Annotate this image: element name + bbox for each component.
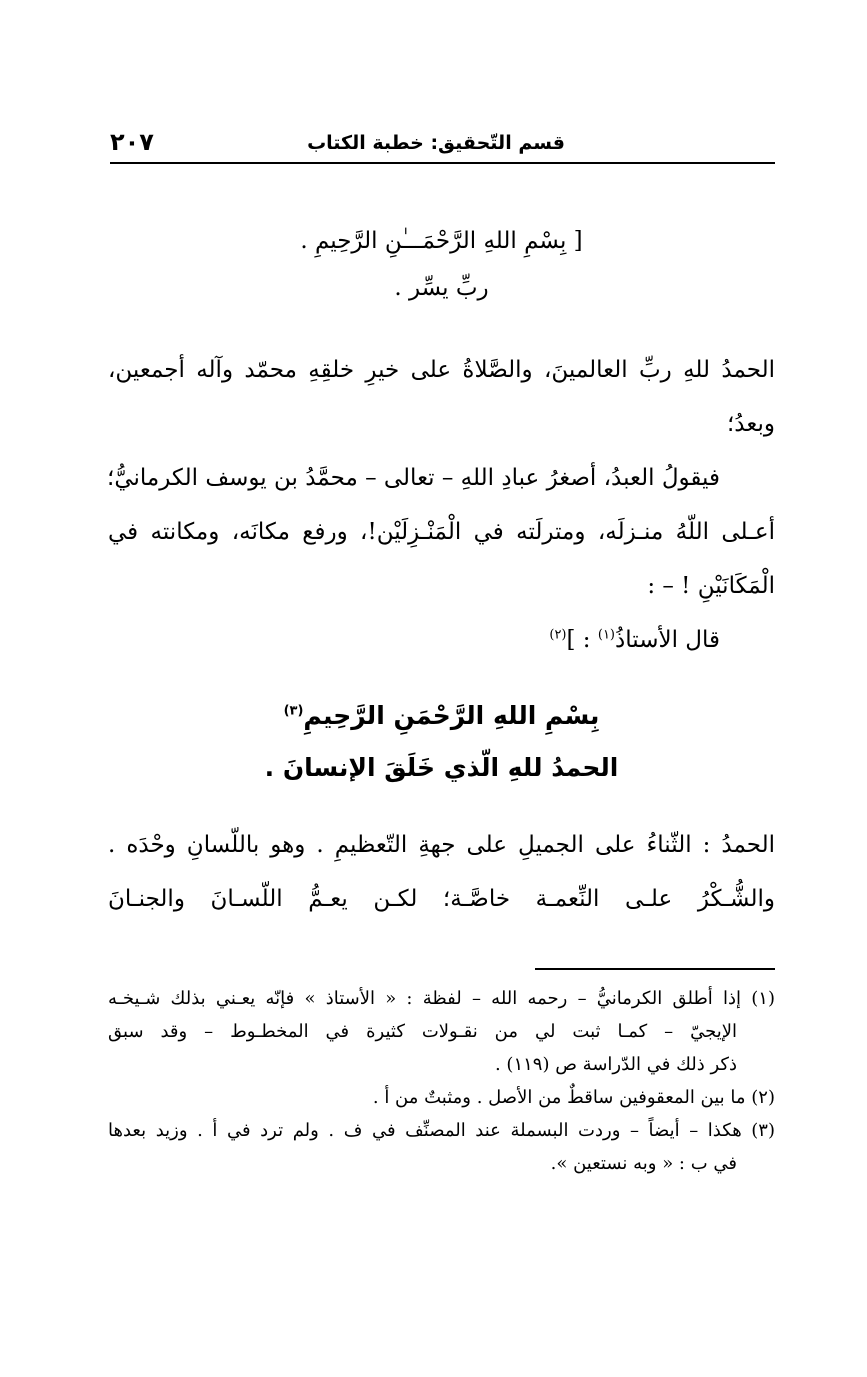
opening-block <box>108 214 775 308</box>
commentary-paragraph <box>108 818 775 926</box>
footnote-ref-1: (١) <box>597 627 615 643</box>
main-basmala-line <box>108 690 775 742</box>
footnote-separator <box>535 968 775 970</box>
intro-line: فيقولُ العبدُ، أصغرُ عبادِ اللهِ – تعالى – محمَّدُ بن يوسف الكرمانيُّ؛ <box>107 465 720 491</box>
page-number: ٢٠٧ <box>110 128 154 156</box>
footnote-line: الإيجيّ – كمـا ثبت لي من نقـولات كثيرة في المخطـوط – وقد سبق <box>108 1021 737 1042</box>
intro-attribution <box>108 613 775 667</box>
opening-basmala: [ بِسْمِ اللهِ الرَّحْمَـــٰنِ الرَّحِيمِ . <box>300 228 583 254</box>
footnote-line: (٢) ما بين المعقوفين ساقطٌ من الأصل . ومثبتٌ من أ . <box>372 1087 775 1108</box>
footnote-line: في ب : « وبه نستعين ». <box>550 1153 737 1174</box>
intro-line: أعـلى اللّهُ منـزلَه، ومترلَته في الْمَنْـزِلَيْن!، ورفع مكانَه، ومكانته في <box>108 519 775 545</box>
intro-line: وبعدُ؛ <box>727 411 775 437</box>
footnotes <box>108 982 775 1180</box>
main-basmala: بِسْمِ اللهِ الرَّحْمَنِ الرَّحِيمِ <box>303 701 600 730</box>
footnote-line: (١) إذا أطلق الكرمانيُّ – رحمه الله – لفظة : « الأستاذ » فإنّه يعـني بذلك شـيخـه <box>108 988 775 1009</box>
main-text-block <box>108 690 775 794</box>
footnote-line: (٣) هكذا – أيضاً – وردت البسملة عند المصنِّف في ف . ولم ترد في أ . وزيد بعدها <box>108 1120 775 1141</box>
footnote-ref-3: (٣) <box>283 703 304 719</box>
footnote-ref-2: (٢) <box>549 627 567 643</box>
intro-line: الحمدُ للهِ ربِّ العالمينَ، والصَّلاةُ على خيرِ خلقِهِ محمّد وآله أجمعين، <box>108 357 775 383</box>
intro-line: الْمَكَانَيْنِ ! – : <box>647 573 775 599</box>
running-header <box>110 128 775 164</box>
attribution-bracket: : ] <box>566 627 598 653</box>
footnote-line: ذكر ذلك في الدّراسة ص (١١٩) . <box>494 1054 737 1075</box>
opening-prayer: ربِّ يسِّر . <box>394 275 489 301</box>
intro-paragraph <box>108 343 775 667</box>
main-hamd: الحمدُ للهِ الّذي خَلَقَ الإنسانَ . <box>264 753 619 782</box>
header-title: قسم التّحقيق: خطبة الكتاب <box>307 132 565 154</box>
commentary-line: الحمدُ : الثّناءُ على الجميلِ على جهةِ التّعظيمِ . وهو باللّسانِ وحْدَه . <box>108 832 775 858</box>
attribution-text: قال الأستاذُ <box>615 627 720 653</box>
commentary-line: والشُّـكْرُ علـى النِّعمـة خاصَّـة؛ لكـن يعـمُّ اللّسـانَ والجنـانَ <box>108 886 775 912</box>
